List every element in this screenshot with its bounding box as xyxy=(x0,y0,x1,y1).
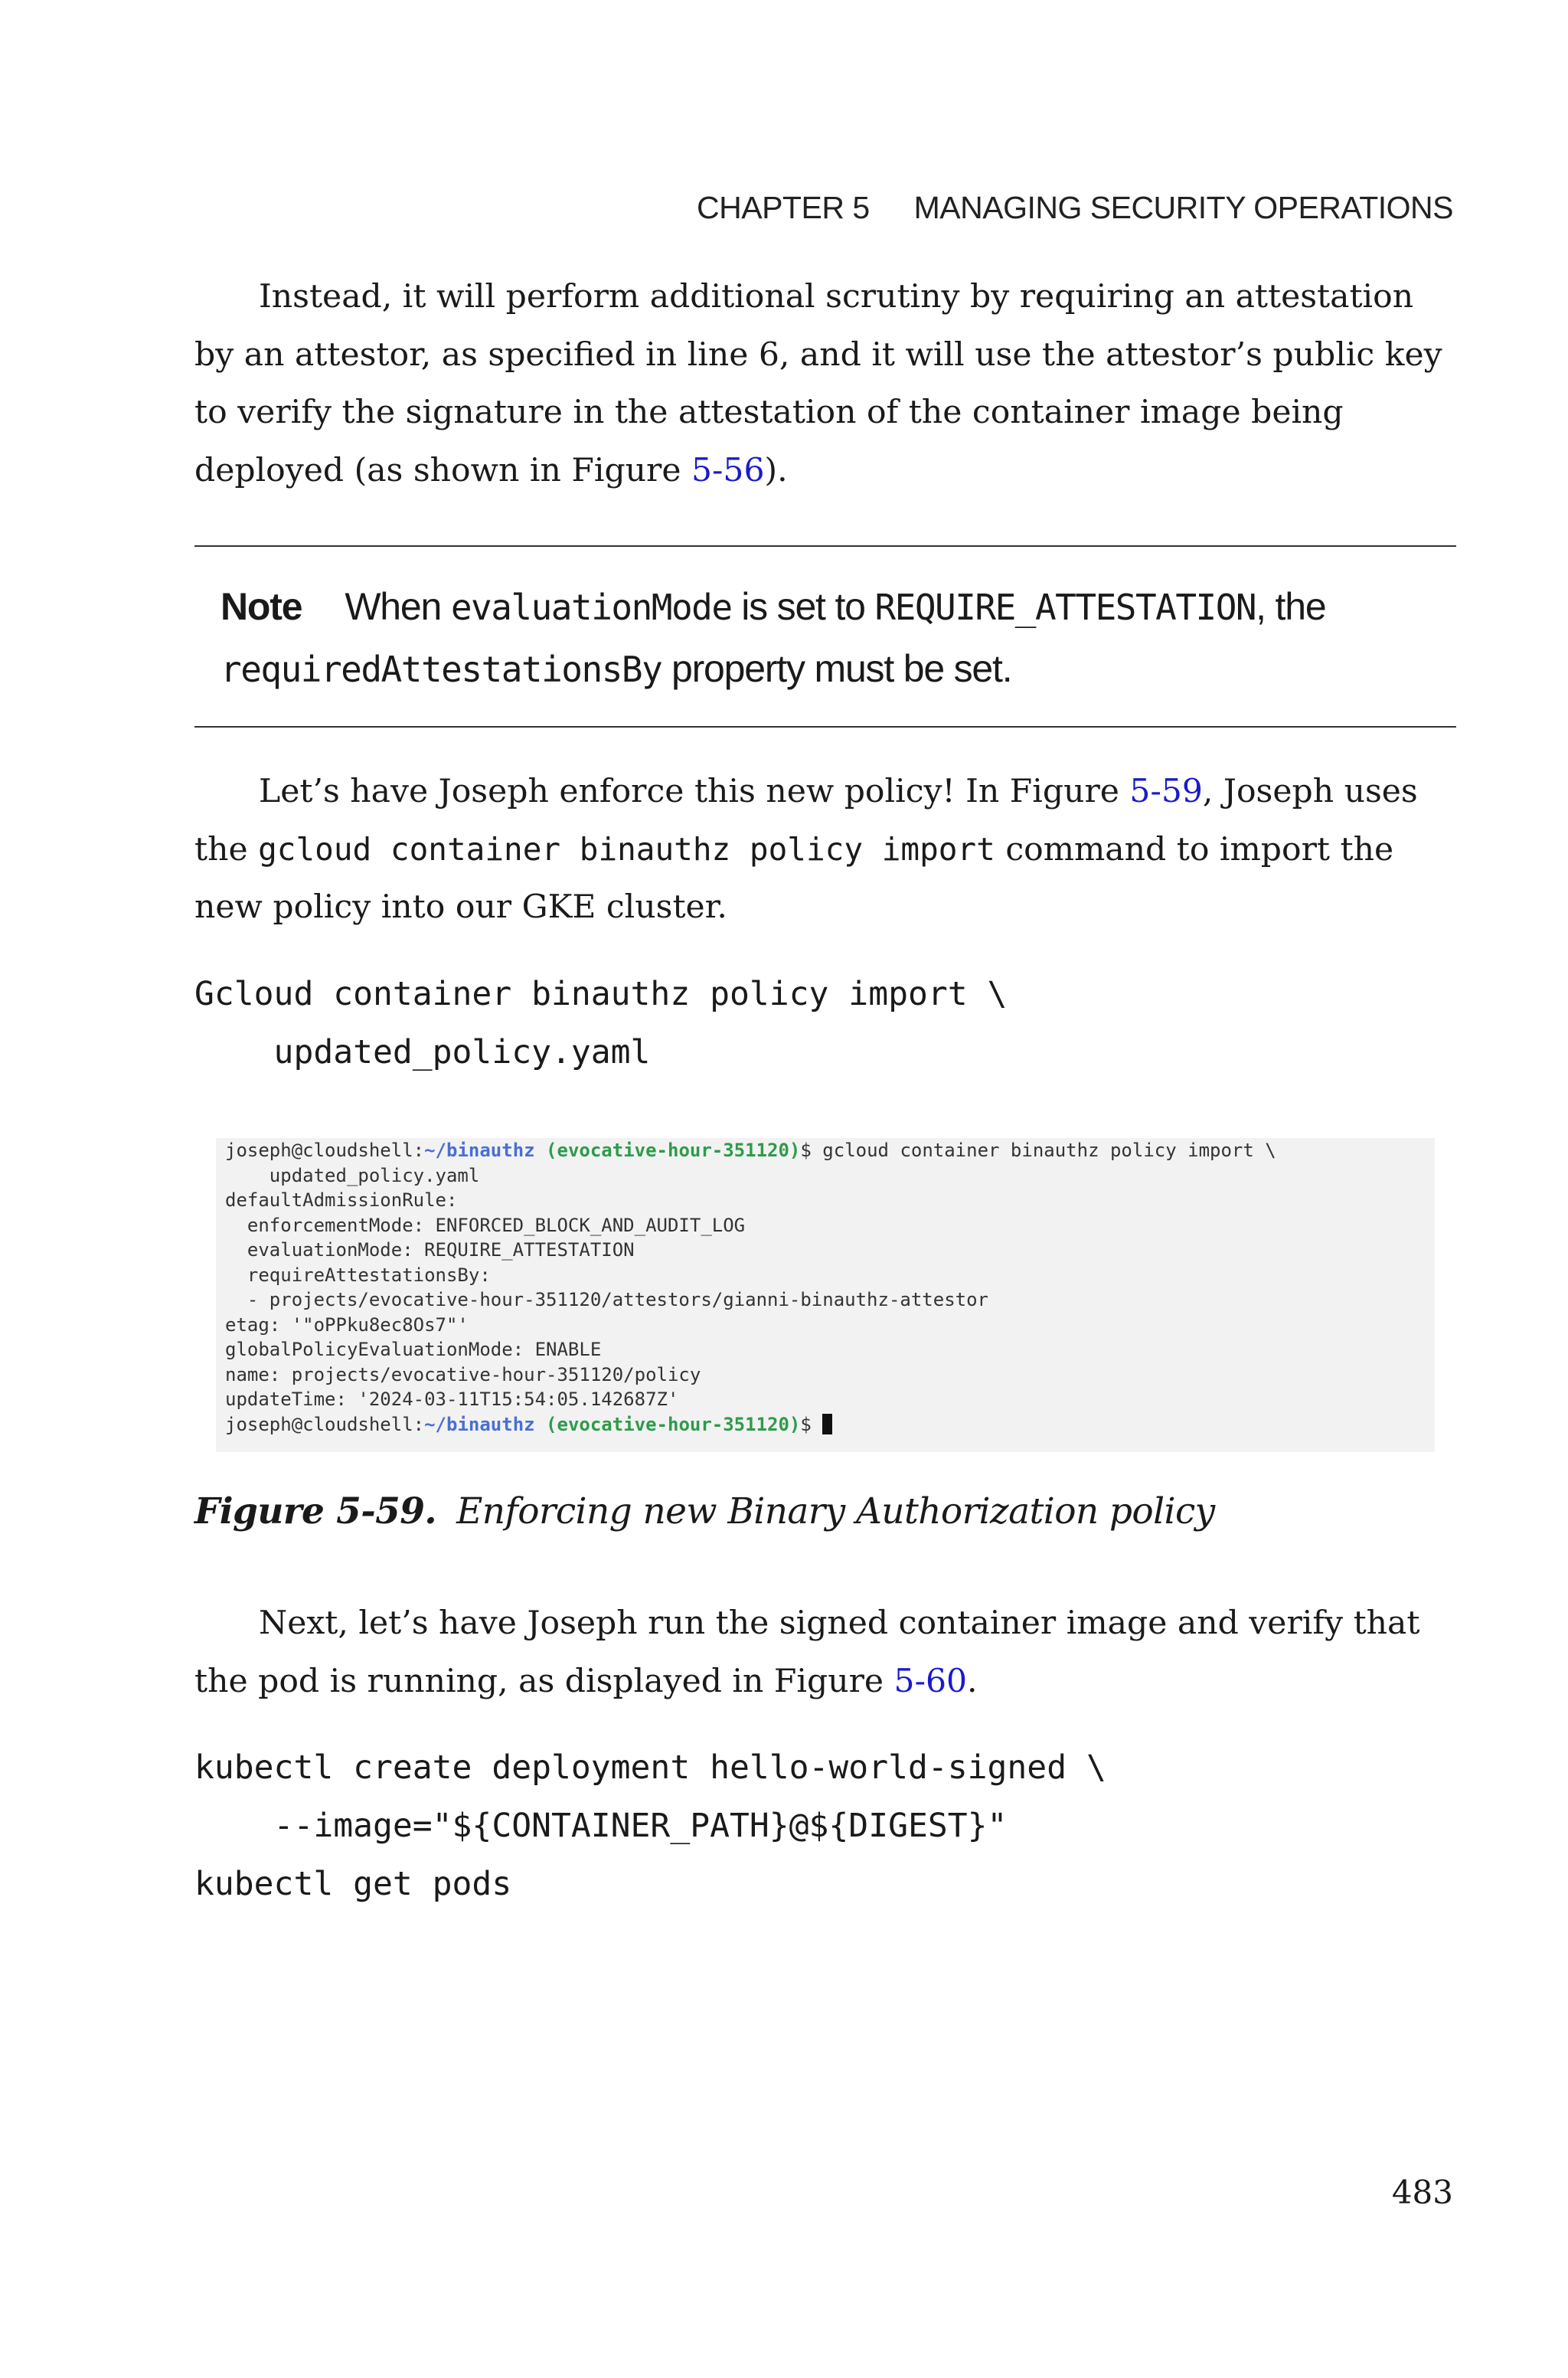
prompt-user: joseph@cloudshell: xyxy=(225,1140,425,1161)
paragraph-1 xyxy=(194,268,1456,499)
code-line: Gcloud container binauthz policy import \ xyxy=(194,975,1008,1013)
prompt-symbol: $ xyxy=(800,1413,812,1435)
running-head xyxy=(697,190,1453,226)
code-line: kubectl get pods xyxy=(194,1865,512,1903)
note-text-3: , the xyxy=(1256,585,1326,628)
prompt-symbol: $ xyxy=(800,1140,812,1161)
note-code-require-attestation: REQUIRE_ATTESTATION xyxy=(874,587,1256,628)
terminal-line: updateTime: '2024-03-11T15:54:05.142687Z' xyxy=(225,1389,679,1410)
note-text-4: property must be set. xyxy=(662,647,1012,690)
code-line: --image="${CONTAINER_PATH}@${DIGEST}" xyxy=(194,1807,1008,1845)
paragraph-2-text-3: command to import the new policy into our GKE cluster. xyxy=(194,830,1394,926)
figure-ref-5-56[interactable]: 5-56 xyxy=(691,451,765,489)
terminal-line: defaultAdmissionRule: xyxy=(225,1189,458,1211)
paragraph-2-text-1: Let’s have Joseph enforce this new policy! In Figure xyxy=(259,773,1130,810)
figure-caption xyxy=(194,1490,1215,1532)
terminal-screenshot xyxy=(216,1138,1435,1452)
prompt-project: (evocative-hour-351120) xyxy=(546,1413,801,1435)
paragraph-2 xyxy=(194,763,1456,937)
paragraph-1-tail: ). xyxy=(764,451,788,489)
terminal-line: globalPolicyEvaluationMode: ENABLE xyxy=(225,1339,602,1360)
paragraph-3 xyxy=(194,1595,1456,1710)
note-text-2: is set to xyxy=(731,585,875,628)
terminal-cursor xyxy=(822,1414,832,1434)
prompt-path: ~/binauthz xyxy=(424,1413,535,1435)
prompt-user: joseph@cloudshell: xyxy=(225,1413,425,1435)
note-code-required-attestations-by: requiredAttestationsBy xyxy=(220,649,662,690)
note-code-evaluationmode: evaluationMode xyxy=(450,587,732,628)
code-line: updated_policy.yaml xyxy=(194,1033,651,1071)
note-box xyxy=(220,576,1446,700)
note-top-rule xyxy=(194,545,1456,547)
prompt-path: ~/binauthz xyxy=(424,1140,535,1161)
note-label: Note xyxy=(220,585,302,628)
terminal-line: enforcementMode: ENFORCED_BLOCK_AND_AUDIT_LOG xyxy=(225,1214,746,1236)
terminal-prompt-line xyxy=(216,1138,1435,1163)
note-text-1: When xyxy=(345,585,451,628)
terminal-prompt-line xyxy=(216,1412,1435,1438)
terminal-line: - projects/evocative-hour-351120/attestors/gianni-binauthz-attestor xyxy=(225,1289,988,1310)
code-block-1 xyxy=(194,965,1007,1081)
paragraph-2-text-2: , Joseph uses the xyxy=(194,773,1418,868)
page-number: 483 xyxy=(1391,2174,1453,2211)
paragraph-3-text-2: . xyxy=(967,1662,978,1700)
code-line: kubectl create deployment hello-world-signed \ xyxy=(194,1748,1106,1787)
prompt-project: (evocative-hour-351120) xyxy=(546,1140,801,1161)
chapter-title: MANAGING SECURITY OPERATIONS xyxy=(913,190,1453,225)
terminal-line: etag: '"oPPku8ec8Os7"' xyxy=(225,1313,469,1336)
terminal-line: evaluationMode: REQUIRE_ATTESTATION xyxy=(225,1239,635,1261)
terminal-line: updated_policy.yaml xyxy=(225,1164,480,1186)
figure-caption-text: Enforcing new Binary Authorization policy xyxy=(456,1490,1215,1532)
figure-ref-5-60[interactable]: 5-60 xyxy=(893,1662,968,1700)
note-bottom-rule xyxy=(194,726,1456,728)
paragraph-3-text-1: Next, let’s have Joseph run the signed container image and verify that the pod is running, as displayed in Figure xyxy=(194,1604,1420,1700)
figure-ref-5-59[interactable]: 5-59 xyxy=(1129,773,1203,810)
inline-code-gcloud-import: gcloud container binauthz policy import xyxy=(258,830,995,868)
code-block-2 xyxy=(194,1739,1106,1913)
terminal-line: requireAttestationsBy: xyxy=(225,1264,491,1286)
chapter-label: CHAPTER 5 xyxy=(697,190,870,225)
paragraph-1-text: Instead, it will perform additional scrutiny by requiring an attestation by an attestor, as specified in line 6, and it will use the attestor’s public key to verify the signature in the attestation of the container image being deployed (as shown in Figure xyxy=(194,278,1442,489)
figure-number: Figure 5-59. xyxy=(194,1490,437,1532)
terminal-command: gcloud container binauthz policy import \ xyxy=(811,1140,1276,1161)
terminal-line: name: projects/evocative-hour-351120/policy xyxy=(225,1363,701,1385)
